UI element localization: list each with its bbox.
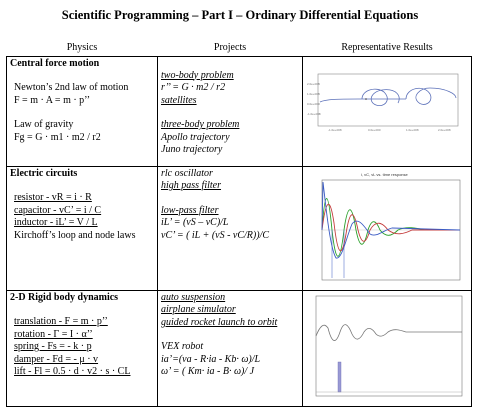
project-equation: ia’=(va - R·ia - Kb· ω)/L [161, 353, 261, 365]
header-row [7, 42, 472, 56]
table-row [7, 290, 472, 406]
header-results: Representative Results [341, 42, 433, 53]
orbit-plot [306, 58, 466, 162]
page-title: Scientific Programming – Part I – Ordinary Differential Equations [61, 8, 419, 22]
result-cell [303, 166, 472, 290]
project-link[interactable]: low-pass filter [161, 204, 219, 216]
suspension-plot [306, 292, 466, 402]
physics-line: rotation - Γ = I · α’’ [14, 328, 93, 340]
project-equation: vC’ = ( iL + (vS - vC/R))/C [161, 229, 270, 241]
project-link[interactable]: two-body problem [161, 69, 234, 81]
project-link[interactable]: airplane simulator [161, 304, 236, 315]
table-row [7, 166, 472, 290]
rlc-response-plot [306, 168, 466, 286]
svg-text:2.0e+008: 2.0e+008 [438, 127, 451, 132]
table-row [7, 56, 472, 166]
project-item: Juno trajectory [161, 144, 223, 155]
physics-cell [7, 290, 158, 406]
physics-line: spring - Fs = - k · p [14, 341, 92, 352]
result-cell [303, 290, 472, 406]
project-item: Apollo trajectory [161, 131, 230, 143]
physics-line: Newton’s 2nd law of motion [14, 82, 129, 93]
header-physics: Physics [66, 42, 98, 53]
project-link[interactable]: three-body problem [161, 119, 240, 130]
physics-line: resistor - vR = i · R [14, 192, 92, 203]
physics-cell [7, 166, 158, 290]
header-projects: Projects [213, 42, 247, 53]
physics-cell [7, 56, 158, 166]
svg-text:0.0e+000: 0.0e+000 [368, 127, 381, 132]
physics-line: Law of gravity [14, 119, 74, 130]
plot-caption: i, vC, vL vs. time response [361, 171, 408, 177]
physics-line: F = m · A = m · p’’ [14, 94, 91, 106]
projects-cell [158, 290, 303, 406]
section-title: 2-D Rigid body dynamics [10, 291, 119, 303]
svg-text:1.0e+008: 1.0e+008 [307, 91, 320, 96]
result-cell [303, 56, 472, 166]
project-item: VEX robot [161, 341, 204, 352]
project-equation: iL’ = (vS – vC)/L [161, 217, 229, 228]
svg-text:-1.0e+008: -1.0e+008 [307, 111, 321, 116]
project-link[interactable]: high pass filter [161, 180, 222, 191]
project-link[interactable]: auto suspension [161, 291, 226, 303]
physics-line: translation - F = m · p’’ [14, 316, 108, 327]
svg-text:2.0e+008: 2.0e+008 [307, 81, 320, 86]
physics-line: Kirchoff’s loop and node laws [14, 229, 136, 241]
projects-cell [158, 166, 303, 290]
section-title: Electric circuits [10, 167, 78, 179]
svg-text:-1.0e+008: -1.0e+008 [328, 127, 342, 132]
projects-cell [158, 56, 303, 166]
section-title: Central force motion [10, 57, 100, 69]
physics-line: damper - Fd = - μ · v [14, 353, 99, 365]
summary-table [6, 42, 472, 407]
project-link[interactable]: guided rocket launch to orbit [161, 316, 278, 328]
project-link[interactable]: rlc oscillator [161, 167, 213, 179]
project-equation: r’’ = G · m2 / r2 [161, 82, 226, 93]
svg-text:1.0e+008: 1.0e+008 [406, 127, 419, 132]
physics-line: capacitor - vC’ = i / C [14, 204, 102, 216]
project-equation: ω’ = ( Km· ia - B· ω)/ J [161, 366, 255, 377]
physics-line: Fg = G · m1 · m2 / r2 [14, 131, 101, 143]
physics-line: lift - Fl = 0.5 · d · v2 · s · CL [14, 366, 131, 377]
project-link[interactable]: satellites [161, 94, 197, 106]
svg-text:0.0e+000: 0.0e+000 [307, 101, 320, 106]
physics-line: inductor - iL’ = V / L [14, 217, 98, 228]
